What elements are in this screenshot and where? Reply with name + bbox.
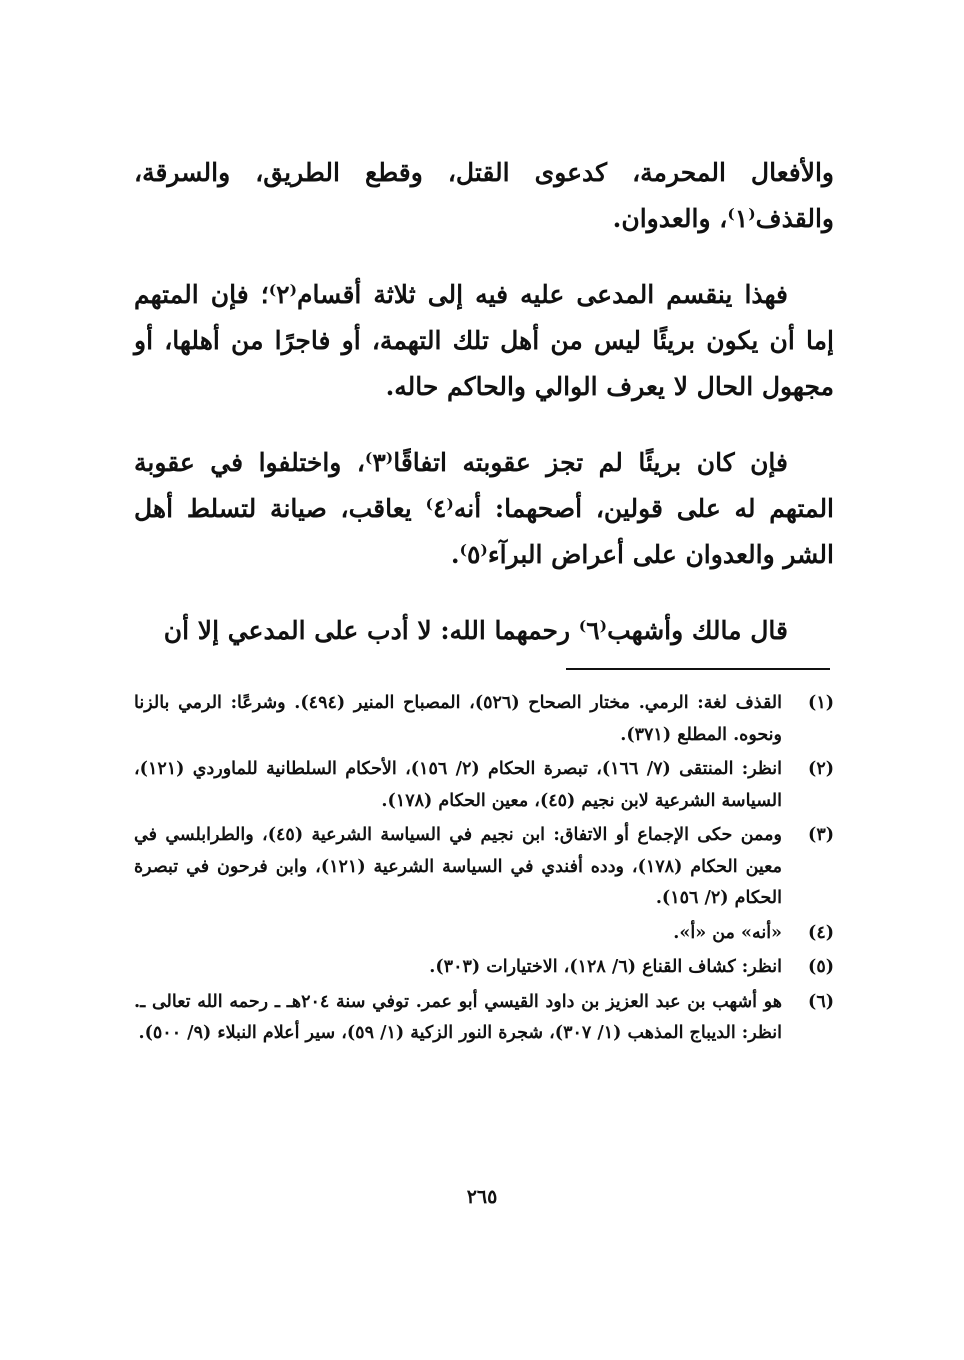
footnote-number: (٦) — [808, 991, 834, 1012]
body-paragraph-4: قال مالك وأشهب⁽٦⁾ رحمهما الله: لا أدب على المدعي إلا أن — [163, 616, 788, 645]
main-text-body — [134, 150, 834, 654]
footnote-1 — [134, 688, 834, 751]
body-paragraph-2: فهذا ينقسم المدعى عليه فيه إلى ثلاثة أقسام⁽٢⁾؛ فإن المتهم إما أن يكون بريئًا ليس من أهل تلك التهمة، أو فاجرًا من أهلها، أو مجهول الحال لا يعرف الوالي والحاكم حاله. — [134, 280, 834, 401]
page-number: ٢٦٥ — [466, 1186, 498, 1208]
footnote-6 — [134, 987, 834, 1050]
footnote-4 — [134, 918, 834, 950]
footnote-text: انظر: كشاف القناع (٦/ ١٢٨)، الاختيارات (٣٠٣). — [429, 957, 782, 977]
footnote-text: «أنه» من «أ». — [673, 922, 782, 943]
footnote-number: (١) — [808, 693, 834, 713]
footnote-number: (٤) — [808, 922, 834, 943]
footnotes-list — [134, 688, 834, 1053]
footnote-number: (٣) — [808, 825, 834, 845]
footnote-3 — [134, 820, 834, 915]
footnote-text: وممن حكى الإجماع أو الاتفاق: ابن نجيم في السياسة الشرعية (٤٥)، والطرابلسي في معين الحكام (١٧٨)، ودده أفندي في السياسة الشرعية (١٢١)، وابن فرحون في تبصرة الحكام (٢/ ١٥٦). — [134, 825, 783, 908]
footnote-text: هو أشهب بن عبد العزيز بن داود القيسي أبو عمر. توفي سنة ٢٠٤هـ ـ رحمه الله تعالى ـ. انظر: الديباج المذهب (١/ ٣٠٧)، شجرة النور الزكية (١/ ٥٩)، سير أعلام النبلاء (٩/ ٥٠٠). — [134, 991, 782, 1043]
body-paragraph-3: فإن كان بريئًا لم تجز عقوبته اتفاقًا⁽٣⁾، واختلفوا في عقوبة المتهم له على قولين، أصحهما: أنه⁽٤⁾ يعاقب، صيانة لتسلط أهل الشر والعدوان على أعراض البرآء⁽٥⁾. — [134, 448, 835, 569]
footnote-number: (٥) — [808, 957, 834, 977]
footnote-text: انظر: المنتقى (٧/ ١٦٦)، تبصرة الحكام (٢/ ١٥٦)، الأحكام السلطانية للماوردي (١٢١)، السياسة الشرعية لابن نجيم (٤٥)، معين الحكام (١٧٨). — [134, 759, 783, 811]
body-paragraph-1: والأفعال المحرمة، كدعوى القتل، وقطع الطريق، والسرقة، والقذف⁽١⁾، والعدوان. — [134, 158, 834, 233]
footnote-number: (٢) — [808, 759, 834, 779]
footnote-5 — [134, 952, 834, 984]
footnote-2 — [134, 754, 834, 817]
footnote-text: القذف لغة: الرمي. مختار الصحاح (٥٢٦)، المصباح المنير (٤٩٤). وشرعًا: الرمي بالزنا ونحوه. المطلع (٣٧١). — [134, 693, 782, 745]
footnote-divider — [566, 668, 830, 670]
